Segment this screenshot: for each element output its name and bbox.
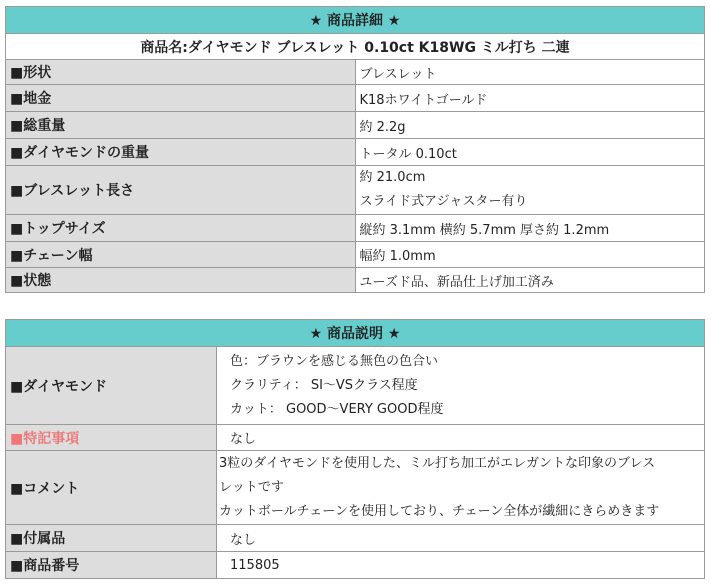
- cut-line: カット： GOOD～VERY GOOD程度: [230, 401, 444, 417]
- details-header: ★ 商品詳細 ★: [6, 7, 705, 34]
- comment-line: 3粒のダイヤモンドを使用した、ミル打ち加工がエレガントな印象のブレス: [219, 455, 656, 471]
- bracelet-length-line: 約 21.0cm: [359, 170, 426, 185]
- table-row: [6, 525, 705, 552]
- table-row: [6, 166, 705, 215]
- comment-line: カットボールチェーンを使用しており、チェーン全体が繊細にきらめきます: [219, 503, 660, 519]
- comment-line: レットです: [219, 479, 284, 495]
- diamond-weight-value: トータル 0.10ct: [355, 139, 705, 166]
- table-row: [6, 552, 705, 579]
- table-row: [6, 451, 705, 525]
- table-row: [6, 425, 705, 451]
- product-number-label: ■商品番号: [6, 552, 217, 579]
- product-number-value: 115805: [217, 552, 705, 579]
- special-notes-label: ■特記事項: [6, 425, 217, 451]
- product-name: 商品名:ダイヤモンド ブレスレット 0.10ct K18WG ミル打ち 二連: [6, 34, 705, 60]
- table-row: [6, 242, 705, 268]
- product-details-table: [5, 6, 705, 293]
- adjuster-line: スライド式アジャスター有り: [359, 194, 528, 209]
- metal-value: K18ホワイトゴールド: [355, 85, 705, 112]
- product-description-table: [5, 319, 705, 579]
- clarity-line: クラリティ： SI～VSクラス程度: [230, 377, 418, 393]
- table-row: [6, 215, 705, 242]
- condition-label: ■状態: [6, 268, 356, 293]
- condition-value: ユーズド品、新品仕上げ加工済み: [355, 268, 705, 293]
- comment-value: [217, 451, 705, 525]
- comment-label: ■コメント: [6, 451, 217, 525]
- accessories-value: なし: [217, 525, 705, 552]
- table-row: [6, 268, 705, 293]
- table-row: [6, 85, 705, 112]
- shape-label: ■形状: [6, 60, 356, 85]
- diamond-weight-label: ■ダイヤモンドの重量: [6, 139, 356, 166]
- table-row: [6, 112, 705, 139]
- chain-width-label: ■チェーン幅: [6, 242, 356, 268]
- chain-width-value: 幅約 1.0mm: [355, 242, 705, 268]
- total-weight-value: 約 2.2g: [355, 112, 705, 139]
- bracelet-length-value: [355, 166, 705, 215]
- shape-value: ブレスレット: [355, 60, 705, 85]
- table-row: [6, 347, 705, 425]
- total-weight-label: ■総重量: [6, 112, 356, 139]
- diamond-value: [217, 347, 705, 425]
- table-row: [6, 60, 705, 85]
- special-notes-value: なし: [217, 425, 705, 451]
- top-size-label: ■トップサイズ: [6, 215, 356, 242]
- bracelet-length-label: ■ブレスレット長さ: [6, 166, 356, 215]
- table-row: [6, 139, 705, 166]
- top-size-value: 縦約 3.1mm 横約 5.7mm 厚さ約 1.2mm: [355, 215, 705, 242]
- diamond-label: ■ダイヤモンド: [6, 347, 217, 425]
- description-header: ★ 商品説明 ★: [6, 320, 705, 347]
- accessories-label: ■付属品: [6, 525, 217, 552]
- color-line: 色：ブラウンを感じる無色の色合い: [230, 353, 439, 369]
- metal-label: ■地金: [6, 85, 356, 112]
